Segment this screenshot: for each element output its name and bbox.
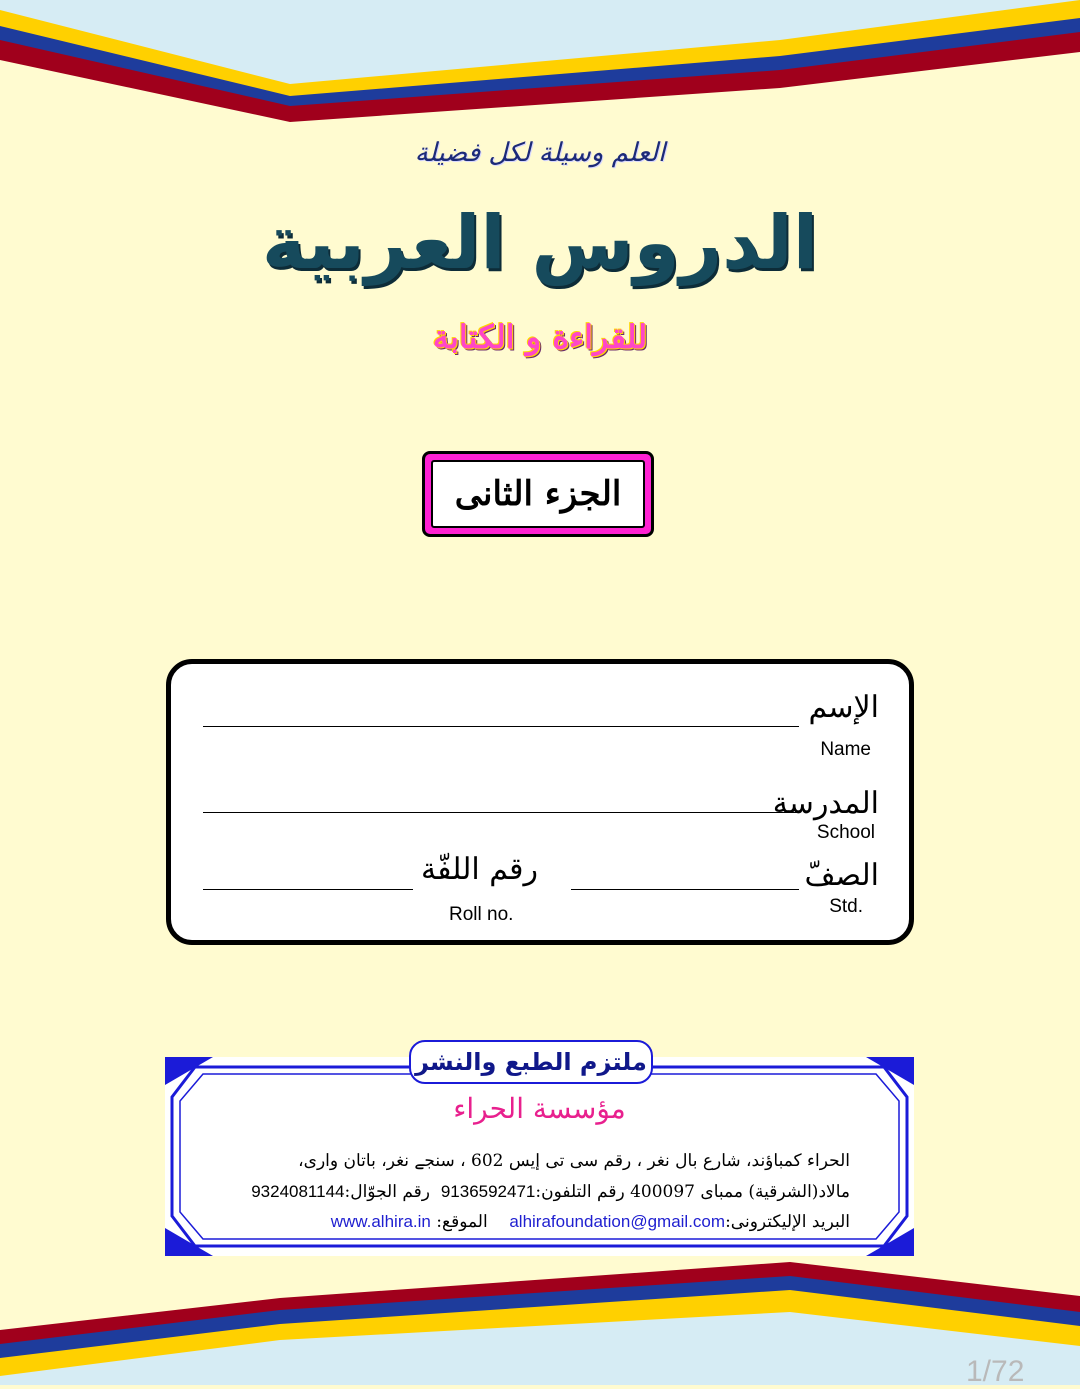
class-field-line[interactable] bbox=[571, 889, 799, 890]
school-label-ar: المدرسة bbox=[772, 786, 879, 821]
student-info-box bbox=[166, 659, 914, 945]
roll-field-line[interactable] bbox=[203, 889, 413, 890]
book-subtitle: للقراءة و الكتابة bbox=[432, 318, 648, 356]
address-city: مالاد(الشرقية) ممباى 400097 رقم التلفون: bbox=[535, 1182, 850, 1202]
part-label: الجزء الثانى bbox=[431, 460, 645, 528]
phone-number: 9136592471 bbox=[440, 1182, 536, 1201]
website-link[interactable]: www.alhira.in bbox=[330, 1212, 431, 1231]
publisher-contact-line bbox=[331, 1212, 850, 1232]
name-field-line[interactable] bbox=[203, 726, 799, 727]
class-label-en: Std. bbox=[829, 896, 863, 917]
mobile-label: رقم الجوّال: bbox=[344, 1182, 431, 1202]
mobile-number: 9324081144 bbox=[251, 1182, 345, 1201]
school-field-line[interactable] bbox=[203, 812, 799, 813]
email-label: البريد الإليكترونى: bbox=[725, 1212, 850, 1232]
publisher-name: مؤسسة الحراء bbox=[453, 1092, 626, 1125]
publisher-address-line1: الحراء كمباؤند، شارع بال نغر ، رقم سى تى إيس 602 ، سنجے نغر، باتان وارى، bbox=[298, 1151, 850, 1171]
name-label-en: Name bbox=[820, 739, 871, 760]
class-label-ar: الصفّ bbox=[804, 858, 879, 893]
roll-label-ar: رقم اللفّة bbox=[421, 852, 538, 887]
part-label-box bbox=[422, 451, 654, 537]
roll-label-en: Roll no. bbox=[449, 904, 514, 925]
publisher-header: ملتزم الطبع والنشر bbox=[409, 1040, 653, 1084]
motto-text: العلم وسيلة لكل فضيلة bbox=[414, 138, 666, 168]
name-label-ar: الإسم bbox=[808, 690, 879, 725]
email-link[interactable]: alhirafoundation@gmail.com bbox=[509, 1212, 726, 1231]
book-title: الدروس العربية bbox=[261, 200, 819, 286]
school-label-en: School bbox=[816, 822, 875, 843]
publisher-address-line2 bbox=[251, 1182, 850, 1202]
site-label: الموقع: bbox=[436, 1212, 488, 1232]
page-indicator: 1/72 bbox=[966, 1355, 1025, 1388]
